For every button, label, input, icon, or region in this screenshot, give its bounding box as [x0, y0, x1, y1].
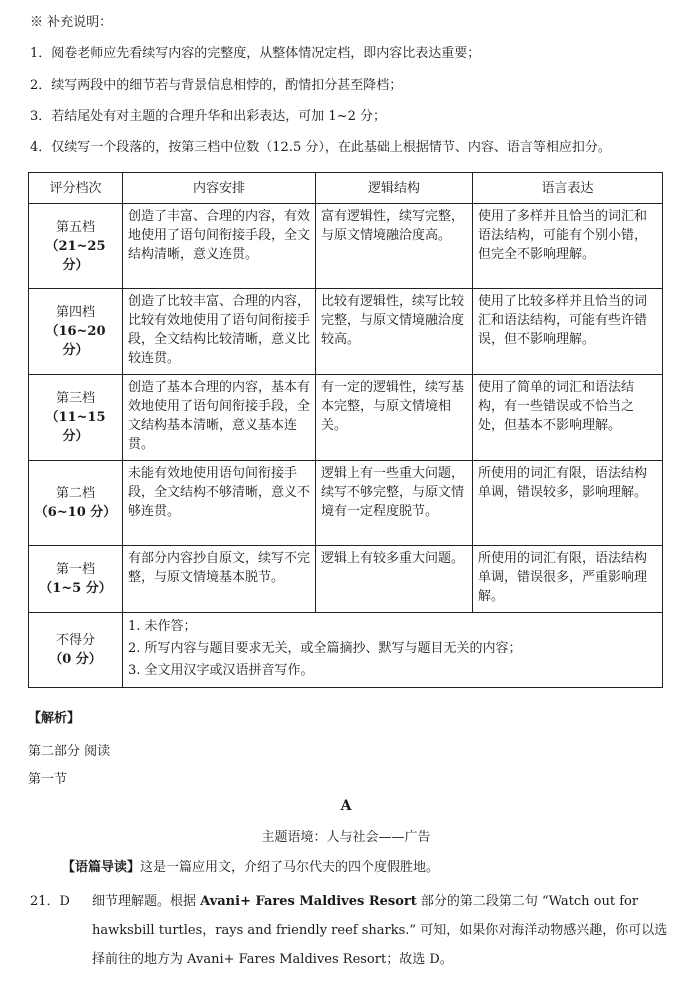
content-cell: 未能有效地使用语句间衔接手段，全文结构不够清晰，意义不够连贯。 — [123, 461, 316, 546]
language-cell: 使用了简单的词汇和语法结构，有一些错误或不恰当之处，但基本不影响理解。 — [473, 375, 663, 461]
supplement-title: ※ 补充说明： — [30, 15, 113, 30]
level-cell — [29, 546, 123, 613]
level-name: 第三档 — [55, 391, 95, 406]
scoring-rubric-table — [28, 172, 663, 688]
resort-name: Avani+ Fares Maldives Resort — [200, 894, 417, 909]
level-name: 第二档 — [55, 486, 95, 501]
table-row — [29, 546, 663, 613]
zero-score-cell — [123, 613, 663, 688]
logic-cell: 逻辑上有一些重大问题，续写不够完整，与原文情境有一定程度脱节。 — [316, 461, 473, 546]
level-name: 第一档 — [55, 562, 95, 577]
answer-body: 部分的第二段第二句 “Watch out for hawksbill turtles，rays and friendly reef sharks.” 可知，如果你对海洋动物感兴趣，你可以选择前往的地方为 Avani+ Fares Maldives Resort；故选 D。 — [92, 894, 668, 967]
table-row — [29, 375, 663, 461]
header-logic: 逻辑结构 — [316, 173, 473, 204]
level-name: 不得分 — [55, 633, 95, 648]
zero-score-list — [128, 616, 657, 682]
header-level: 评分档次 — [29, 173, 123, 204]
section-heading: 第一节 — [28, 772, 68, 787]
level-cell — [29, 613, 123, 688]
language-cell: 所使用的词汇有限，语法结构单调，错误较多，影响理解。 — [473, 461, 663, 546]
guide-label: 【语篇导读】 — [62, 860, 141, 875]
level-range: （11~15 分） — [45, 410, 106, 444]
level-cell — [29, 289, 123, 375]
content-cell: 创造了比较丰富、合理的内容，比较有效地使用了语句间衔接手段，全文结构比较清晰，意义比较连贯。 — [123, 289, 316, 375]
table-row — [29, 461, 663, 546]
logic-cell: 比较有逻辑性，续写比较完整，与原文情境融洽度较高。 — [316, 289, 473, 375]
question-number: 21．D — [30, 894, 70, 909]
table-row — [29, 289, 663, 375]
supplement-note-1: 1．阅卷老师应先看续写内容的完整度，从整体情况定档，即内容比表达重要； — [30, 46, 481, 61]
theme-context: 主题语境：人与社会——广告 — [261, 830, 431, 845]
table-row-zero-score — [29, 613, 663, 688]
level-name: 第五档 — [55, 219, 95, 235]
header-language: 语言表达 — [473, 173, 663, 204]
level-cell — [29, 204, 123, 289]
logic-cell: 富有逻辑性，续写完整，与原文情境融洽度高。 — [316, 204, 473, 289]
list-item: 3. 全文用汉字或汉语拼音写作。 — [128, 663, 314, 678]
header-content: 内容安排 — [123, 173, 316, 204]
level-range: （21~25 分） — [45, 238, 106, 273]
language-cell: 使用了多样并且恰当的词汇和语法结构，可能有个别小错，但完全不影响理解。 — [473, 204, 663, 289]
level-range: （16~20 分） — [45, 324, 106, 358]
list-item: 2. 所写内容与题目要求无关，或全篇摘抄、默写与题目无关的内容； — [128, 641, 522, 656]
table-header-row — [29, 173, 663, 204]
language-cell: 使用了比较多样并且恰当的词汇和语法结构，可能有些许错误，但不影响理解。 — [473, 289, 663, 375]
content-cell: 有部分内容抄自原文，续写不完整，与原文情境基本脱节。 — [123, 546, 316, 613]
supplement-note-3: 3．若结尾处有对主题的合理升华和出彩表达，可加 1~2 分； — [30, 109, 386, 124]
passage-letter: A — [340, 798, 352, 814]
supplement-note-4: 4．仅续写一个段落的，按第三档中位数（12.5 分），在此基础上根据情节、内容、语言等相应扣分。 — [30, 140, 611, 155]
analysis-label: 【解析】 — [28, 711, 81, 726]
passage-guide — [62, 856, 439, 875]
logic-cell: 有一定的逻辑性，续写基本完整，与原文情境相关。 — [316, 375, 473, 461]
level-name: 第四档 — [55, 305, 95, 320]
answer-lead: 细节理解题。根据 — [92, 894, 201, 909]
content-cell: 创造了基本合理的内容，基本有效地使用了语句间衔接手段，全文结构基本清晰，意义基本连贯。 — [123, 375, 316, 461]
level-cell — [29, 375, 123, 461]
content-cell: 创造了丰富、合理的内容，有效地使用了语句间衔接手段，全文结构清晰，意义连贯。 — [123, 204, 316, 289]
supplement-note-2: 2．续写两段中的细节若与背景信息相悖的，酌情扣分甚至降档； — [30, 78, 403, 93]
level-range: （0 分） — [49, 652, 102, 667]
level-range: （1~5 分） — [39, 581, 112, 596]
level-range: （6~10 分） — [34, 505, 117, 520]
part-heading: 第二部分 阅读 — [28, 744, 111, 759]
level-cell — [29, 461, 123, 546]
table-row — [29, 204, 663, 289]
guide-text: 这是一篇应用文，介绍了马尔代夫的四个度假胜地。 — [140, 860, 440, 875]
language-cell: 所使用的词汇有限，语法结构单调，错误很多，严重影响理解。 — [473, 546, 663, 613]
logic-cell: 逻辑上有较多重大问题。 — [316, 546, 473, 613]
list-item: 1. 未作答； — [128, 619, 197, 634]
question-answer-text — [92, 887, 672, 974]
